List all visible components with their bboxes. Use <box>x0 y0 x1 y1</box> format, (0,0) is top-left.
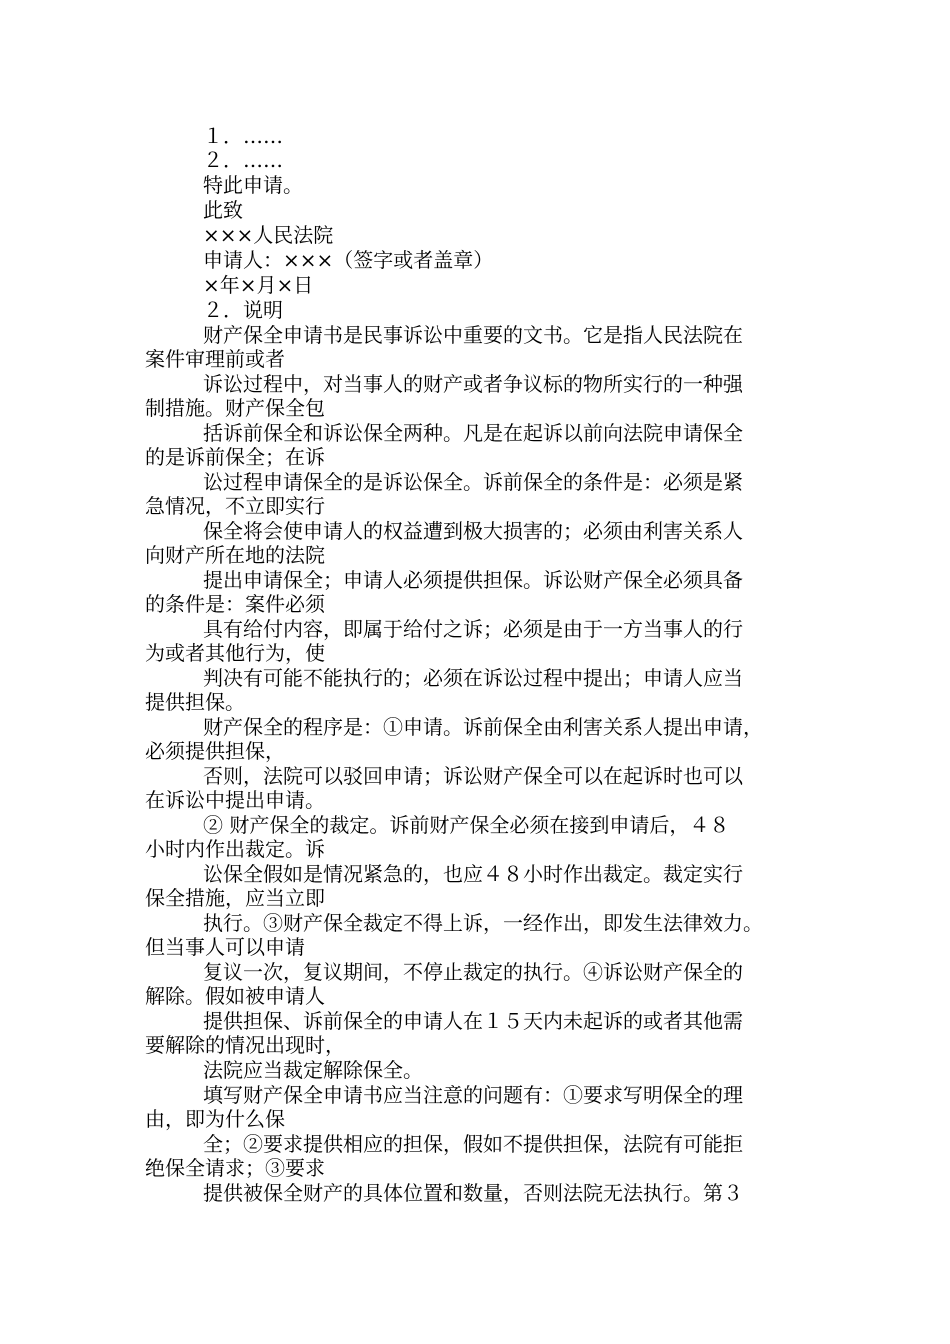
paragraph-line: 提供被保全财产的具体位置和数量，否则法院无法执行。第３ <box>203 1181 743 1205</box>
paragraph-line: 在诉讼中提出申请。 <box>145 788 325 812</box>
paragraph-line: 案件审理前或者 <box>145 347 285 371</box>
paragraph-line: 括诉前保全和诉讼保全两种。凡是在起诉以前向法院申请保全 <box>203 421 743 445</box>
court-name: ×××人民法院 <box>203 223 334 247</box>
paragraph-line: 但当事人可以申请 <box>145 935 305 959</box>
paragraph-line: 提供担保、诉前保全的申请人在１５天内未起诉的或者其他需 <box>203 1009 743 1033</box>
salutation: 此致 <box>203 198 243 222</box>
paragraph-line: 否则，法院可以驳回申请；诉讼财产保全可以在起诉时也可以 <box>203 764 743 788</box>
paragraph-line: ② 财产保全的裁定。诉前财产保全必须在接到申请后，４８ <box>203 813 730 837</box>
paragraph-line: 的条件是：案件必须 <box>145 592 325 616</box>
date-line: ×年×月×日 <box>203 273 314 297</box>
paragraph-line: 为或者其他行为，使 <box>145 641 325 665</box>
paragraph-line: 小时内作出裁定。诉 <box>145 837 325 861</box>
paragraph-line: 法院应当裁定解除保全。 <box>203 1058 423 1082</box>
paragraph-line: 全；②要求提供相应的担保，假如不提供担保，法院有可能拒 <box>203 1132 743 1156</box>
paragraph-line: 具有给付内容，即属于给付之诉；必须是由于一方当事人的行 <box>203 617 743 641</box>
paragraph-line: 解除。假如被申请人 <box>145 984 325 1008</box>
paragraph-line: 讼保全假如是情况紧急的，也应４８小时作出裁定。裁定实行 <box>203 862 743 886</box>
closing-request: 特此申请。 <box>203 173 303 197</box>
paragraph-line: 由，即为什么保 <box>145 1107 285 1131</box>
list-item-2: ２．…… <box>203 148 283 172</box>
paragraph-line: 提出申请保全；申请人必须提供担保。诉讼财产保全必须具备 <box>203 568 743 592</box>
paragraph-line: 保全将会使申请人的权益遭到极大损害的；必须由利害关系人 <box>203 519 743 543</box>
paragraph-line: 讼过程申请保全的是诉讼保全。诉前保全的条件是：必须是紧 <box>203 470 743 494</box>
paragraph-line: 执行。③财产保全裁定不得上诉，一经作出，即发生法律效力。 <box>203 911 763 935</box>
paragraph-line: 制措施。财产保全包 <box>145 396 325 420</box>
paragraph-line: 填写财产保全申请书应当注意的问题有：①要求写明保全的理 <box>203 1083 743 1107</box>
paragraph-line: 向财产所在地的法院 <box>145 543 325 567</box>
paragraph-line: 提供担保。 <box>145 690 245 714</box>
paragraph-line: 财产保全申请书是民事诉讼中重要的文书。它是指人民法院在 <box>203 323 743 347</box>
paragraph-line: 要解除的情况出现时， <box>145 1033 345 1057</box>
paragraph-line: 保全措施，应当立即 <box>145 886 325 910</box>
paragraph-line: 急情况，不立即实行 <box>145 494 325 518</box>
paragraph-line: 必须提供担保， <box>145 739 285 763</box>
paragraph-line: 的是诉前保全；在诉 <box>145 445 325 469</box>
applicant-signature: 申请人：×××（签字或者盖章） <box>203 248 494 272</box>
paragraph-line: 财产保全的程序是：①申请。诉前保全由利害关系人提出申请， <box>203 715 763 739</box>
paragraph-line: 判决有可能不能执行的；必须在诉讼过程中提出；申请人应当 <box>203 666 743 690</box>
paragraph-line: 复议一次，复议期间，不停止裁定的执行。④诉讼财产保全的 <box>203 960 743 984</box>
section-heading: ２．说明 <box>203 298 283 322</box>
paragraph-line: 诉讼过程中，对当事人的财产或者争议标的物所实行的一种强 <box>203 372 743 396</box>
list-item-1: １．…… <box>203 124 283 148</box>
paragraph-line: 绝保全请求；③要求 <box>145 1156 325 1180</box>
